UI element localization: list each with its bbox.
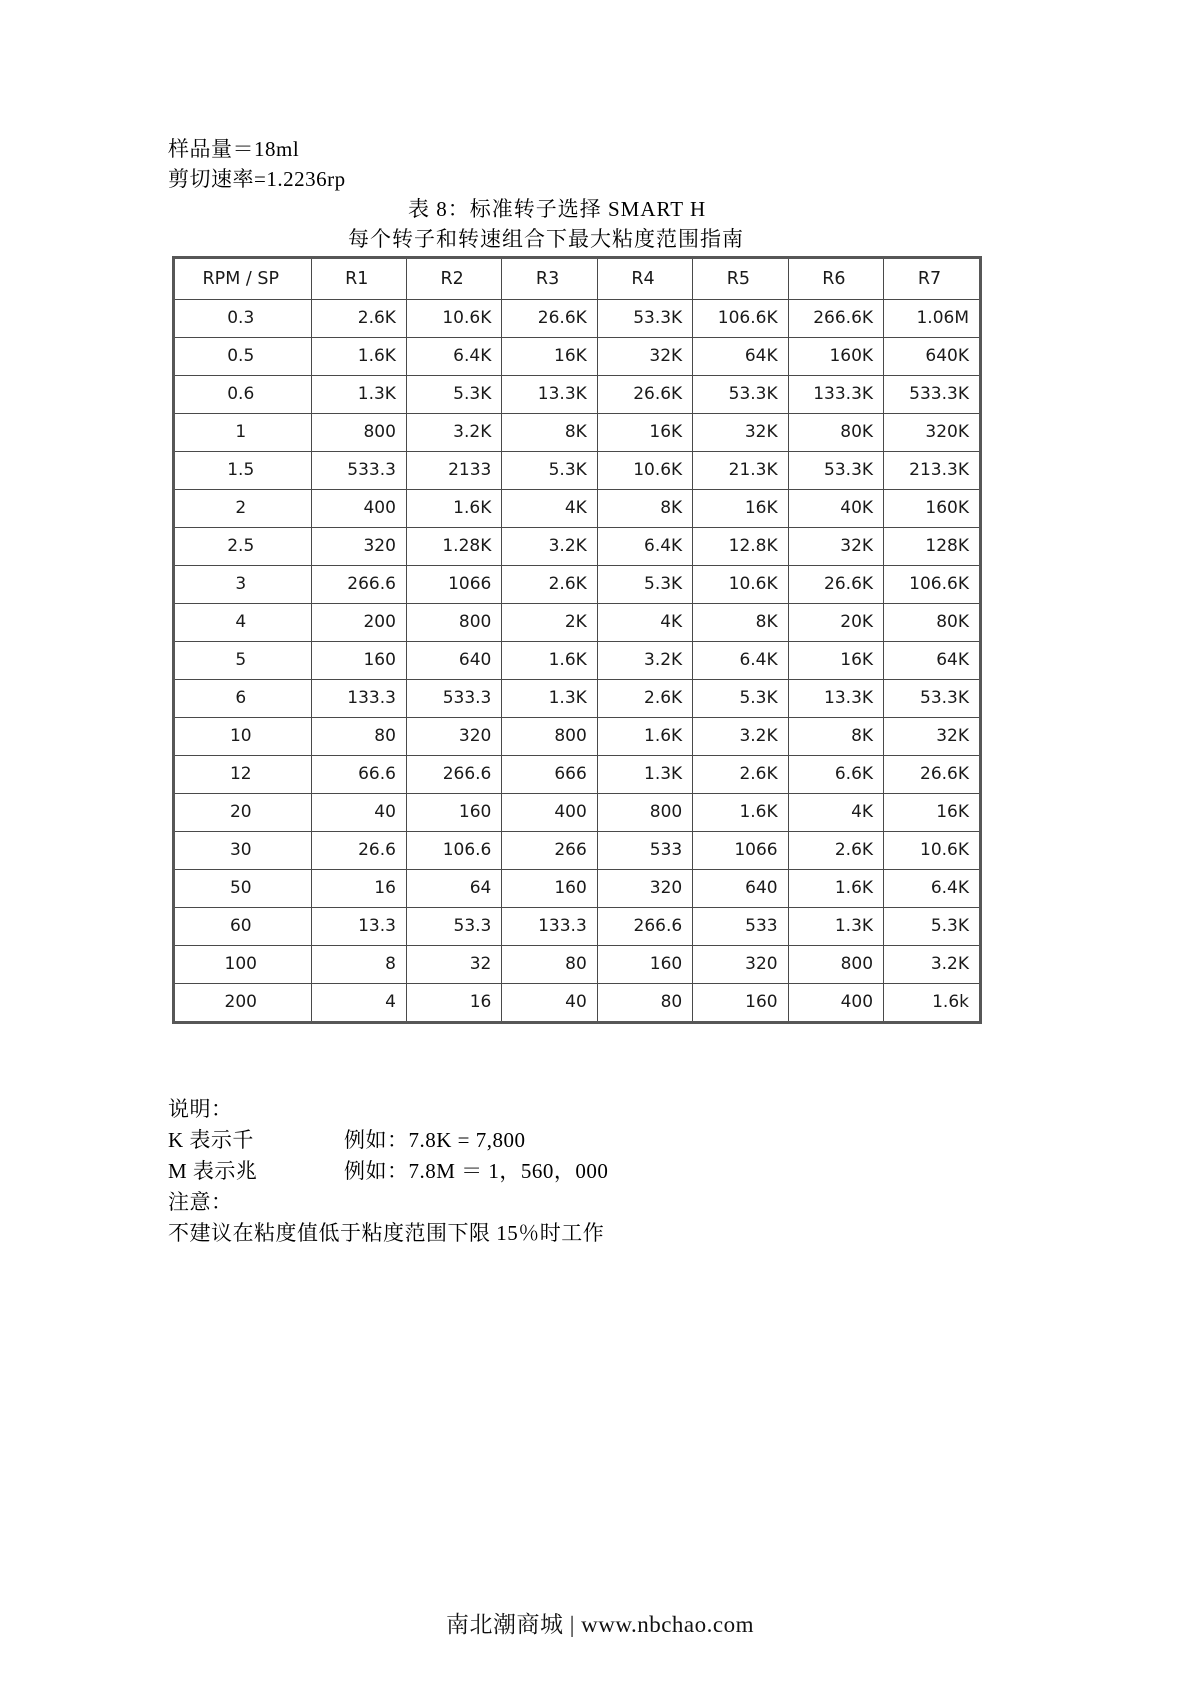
cell-viscosity: 533.3K — [884, 375, 979, 413]
cell-rpm: 50 — [175, 869, 311, 907]
table-row — [175, 869, 979, 907]
cell-viscosity: 160K — [884, 489, 979, 527]
table-row — [175, 413, 979, 451]
cell-viscosity: 128K — [884, 527, 979, 565]
cell-viscosity: 1066 — [406, 565, 501, 603]
cell-viscosity: 266.6 — [311, 565, 406, 603]
cell-viscosity: 10.6K — [693, 565, 788, 603]
cell-viscosity: 40K — [788, 489, 883, 527]
table-row — [175, 375, 979, 413]
cell-viscosity: 80 — [311, 717, 406, 755]
cell-rpm: 12 — [175, 755, 311, 793]
cell-viscosity: 53.3K — [693, 375, 788, 413]
cell-rpm: 10 — [175, 717, 311, 755]
cell-viscosity: 3.2K — [597, 641, 692, 679]
cell-viscosity: 266.6 — [406, 755, 501, 793]
table-caption-line1: 表 8：标准转子选择 SMART H — [408, 197, 707, 221]
cell-viscosity: 133.3K — [788, 375, 883, 413]
cell-viscosity: 400 — [311, 489, 406, 527]
cell-rpm: 20 — [175, 793, 311, 831]
attention-text: 不建议在粘度值低于粘度范围下限 15％时工作 — [168, 1221, 605, 1245]
cell-viscosity: 64K — [693, 337, 788, 375]
cell-viscosity: 133.3 — [311, 679, 406, 717]
cell-rpm: 1.5 — [175, 451, 311, 489]
cell-viscosity: 800 — [597, 793, 692, 831]
shear-rate-line: 剪切速率=1.2236rp — [168, 167, 346, 191]
cell-viscosity: 800 — [788, 945, 883, 983]
note-m-example: 例如：7.8M ＝ 1，560，000 — [344, 1159, 609, 1183]
cell-viscosity: 800 — [502, 717, 597, 755]
notes-heading: 说明： — [168, 1097, 233, 1121]
cell-viscosity: 16K — [502, 337, 597, 375]
attention-heading: 注意： — [168, 1190, 233, 1214]
cell-viscosity: 3.2K — [884, 945, 979, 983]
column-header-r6: R6 — [788, 259, 883, 299]
cell-viscosity: 3.2K — [693, 717, 788, 755]
cell-viscosity: 8K — [693, 603, 788, 641]
cell-viscosity: 160 — [406, 793, 501, 831]
cell-viscosity: 266.6K — [788, 299, 883, 337]
cell-viscosity: 2.6K — [502, 565, 597, 603]
cell-viscosity: 16K — [693, 489, 788, 527]
cell-viscosity: 666 — [502, 755, 597, 793]
cell-rpm: 200 — [175, 983, 311, 1021]
cell-viscosity: 80 — [597, 983, 692, 1021]
cell-viscosity: 1.28K — [406, 527, 501, 565]
cell-viscosity: 32K — [788, 527, 883, 565]
cell-viscosity: 16 — [406, 983, 501, 1021]
column-header-r1: R1 — [311, 259, 406, 299]
cell-viscosity: 1.3K — [788, 907, 883, 945]
table-row — [175, 717, 979, 755]
cell-rpm: 1 — [175, 413, 311, 451]
cell-viscosity: 1.3K — [502, 679, 597, 717]
cell-viscosity: 1.3K — [311, 375, 406, 413]
cell-viscosity: 10.6K — [884, 831, 979, 869]
table-row — [175, 603, 979, 641]
cell-viscosity: 640 — [693, 869, 788, 907]
table-row — [175, 983, 979, 1021]
cell-viscosity: 533 — [693, 907, 788, 945]
note-row-k — [168, 1125, 908, 1156]
cell-viscosity: 1.6K — [693, 793, 788, 831]
cell-viscosity: 640 — [406, 641, 501, 679]
cell-viscosity: 5.3K — [884, 907, 979, 945]
cell-rpm: 5 — [175, 641, 311, 679]
cell-viscosity: 21.3K — [693, 451, 788, 489]
cell-viscosity: 2133 — [406, 451, 501, 489]
cell-viscosity: 12.8K — [693, 527, 788, 565]
cell-viscosity: 32K — [597, 337, 692, 375]
table-header — [175, 259, 979, 299]
cell-viscosity: 80K — [884, 603, 979, 641]
cell-viscosity: 5.3K — [597, 565, 692, 603]
cell-viscosity: 2.6K — [597, 679, 692, 717]
cell-viscosity: 13.3 — [311, 907, 406, 945]
cell-viscosity: 80K — [788, 413, 883, 451]
cell-viscosity: 5.3K — [502, 451, 597, 489]
cell-viscosity: 160 — [311, 641, 406, 679]
cell-rpm: 100 — [175, 945, 311, 983]
cell-viscosity: 32K — [693, 413, 788, 451]
cell-viscosity: 3.2K — [406, 413, 501, 451]
cell-viscosity: 320 — [597, 869, 692, 907]
table-caption-line2: 每个转子和转速组合下最大粘度范围指南 — [348, 227, 744, 251]
cell-viscosity: 640K — [884, 337, 979, 375]
cell-viscosity: 160 — [597, 945, 692, 983]
cell-viscosity: 26.6K — [597, 375, 692, 413]
cell-viscosity: 1.6K — [406, 489, 501, 527]
cell-viscosity: 16 — [311, 869, 406, 907]
cell-viscosity: 2.6K — [788, 831, 883, 869]
cell-viscosity: 32K — [884, 717, 979, 755]
cell-viscosity: 533 — [597, 831, 692, 869]
cell-viscosity: 40 — [502, 983, 597, 1021]
cell-viscosity: 6.4K — [693, 641, 788, 679]
cell-viscosity: 800 — [406, 603, 501, 641]
note-row-m — [168, 1156, 908, 1187]
table-row — [175, 565, 979, 603]
cell-viscosity: 1.6K — [597, 717, 692, 755]
cell-viscosity: 4K — [788, 793, 883, 831]
cell-viscosity: 26.6K — [502, 299, 597, 337]
cell-viscosity: 1066 — [693, 831, 788, 869]
cell-rpm: 30 — [175, 831, 311, 869]
cell-viscosity: 6.4K — [406, 337, 501, 375]
cell-viscosity: 533.3 — [311, 451, 406, 489]
cell-viscosity: 1.6K — [502, 641, 597, 679]
cell-viscosity: 160K — [788, 337, 883, 375]
cell-viscosity: 53.3 — [406, 907, 501, 945]
cell-viscosity: 1.6k — [884, 983, 979, 1021]
cell-viscosity: 1.06M — [884, 299, 979, 337]
cell-rpm: 60 — [175, 907, 311, 945]
cell-viscosity: 32 — [406, 945, 501, 983]
cell-viscosity: 64K — [884, 641, 979, 679]
table-row — [175, 527, 979, 565]
cell-viscosity: 5.3K — [693, 679, 788, 717]
cell-viscosity: 13.3K — [788, 679, 883, 717]
cell-viscosity: 320 — [693, 945, 788, 983]
cell-viscosity: 2K — [502, 603, 597, 641]
cell-viscosity: 26.6K — [884, 755, 979, 793]
cell-viscosity: 800 — [311, 413, 406, 451]
column-header-r2: R2 — [406, 259, 501, 299]
cell-viscosity: 320 — [406, 717, 501, 755]
cell-rpm: 2.5 — [175, 527, 311, 565]
cell-rpm: 2 — [175, 489, 311, 527]
cell-viscosity: 10.6K — [406, 299, 501, 337]
table-header-row — [175, 259, 979, 299]
cell-viscosity: 200 — [311, 603, 406, 641]
cell-viscosity: 4 — [311, 983, 406, 1021]
note-k-example: 例如：7.8K = 7,800 — [344, 1128, 526, 1152]
cell-viscosity: 6.4K — [597, 527, 692, 565]
column-header-r7: R7 — [884, 259, 979, 299]
cell-viscosity: 266 — [502, 831, 597, 869]
cell-viscosity: 6.6K — [788, 755, 883, 793]
table-row — [175, 451, 979, 489]
cell-rpm: 0.6 — [175, 375, 311, 413]
table-row — [175, 337, 979, 375]
cell-rpm: 0.5 — [175, 337, 311, 375]
column-header-rpm-sp: RPM / SP — [175, 259, 311, 299]
table-row — [175, 831, 979, 869]
cell-viscosity: 160 — [693, 983, 788, 1021]
cell-viscosity: 64 — [406, 869, 501, 907]
note-m-label: M 表示兆 — [168, 1159, 258, 1183]
column-header-r3: R3 — [502, 259, 597, 299]
cell-viscosity: 53.3K — [884, 679, 979, 717]
cell-viscosity: 10.6K — [597, 451, 692, 489]
cell-rpm: 0.3 — [175, 299, 311, 337]
cell-viscosity: 8 — [311, 945, 406, 983]
table-row — [175, 907, 979, 945]
cell-viscosity: 1.6K — [788, 869, 883, 907]
cell-viscosity: 3.2K — [502, 527, 597, 565]
cell-viscosity: 26.6 — [311, 831, 406, 869]
cell-viscosity: 16K — [884, 793, 979, 831]
cell-viscosity: 533.3 — [406, 679, 501, 717]
cell-viscosity: 53.3K — [788, 451, 883, 489]
cell-viscosity: 1.3K — [597, 755, 692, 793]
cell-viscosity: 5.3K — [406, 375, 501, 413]
cell-viscosity: 16K — [788, 641, 883, 679]
cell-viscosity: 4K — [502, 489, 597, 527]
cell-viscosity: 133.3 — [502, 907, 597, 945]
sample-volume-line: 样品量＝18ml — [168, 137, 300, 161]
cell-rpm: 6 — [175, 679, 311, 717]
cell-viscosity: 53.3K — [597, 299, 692, 337]
table-row — [175, 755, 979, 793]
cell-viscosity: 106.6K — [693, 299, 788, 337]
cell-viscosity: 400 — [788, 983, 883, 1021]
cell-rpm: 3 — [175, 565, 311, 603]
cell-viscosity: 266.6 — [597, 907, 692, 945]
cell-viscosity: 8K — [502, 413, 597, 451]
cell-viscosity: 8K — [788, 717, 883, 755]
cell-viscosity: 400 — [502, 793, 597, 831]
cell-viscosity: 320K — [884, 413, 979, 451]
cell-viscosity: 160 — [502, 869, 597, 907]
cell-viscosity: 213.3K — [884, 451, 979, 489]
cell-viscosity: 1.6K — [311, 337, 406, 375]
cell-viscosity: 2.6K — [311, 299, 406, 337]
cell-viscosity: 80 — [502, 945, 597, 983]
cell-viscosity: 13.3K — [502, 375, 597, 413]
table-row — [175, 299, 979, 337]
rotor-selection-table — [172, 256, 982, 1024]
table-row — [175, 793, 979, 831]
cell-viscosity: 6.4K — [884, 869, 979, 907]
footer-watermark: 南北潮商城 | www.nbchao.com — [446, 1612, 754, 1637]
cell-viscosity: 4K — [597, 603, 692, 641]
cell-viscosity: 16K — [597, 413, 692, 451]
cell-viscosity: 8K — [597, 489, 692, 527]
cell-viscosity: 106.6K — [884, 565, 979, 603]
table-row — [175, 679, 979, 717]
cell-viscosity: 40 — [311, 793, 406, 831]
cell-viscosity: 2.6K — [693, 755, 788, 793]
cell-viscosity: 66.6 — [311, 755, 406, 793]
table-body — [175, 299, 979, 1021]
table-row — [175, 945, 979, 983]
cell-viscosity: 26.6K — [788, 565, 883, 603]
note-k-label: K 表示千 — [168, 1128, 254, 1152]
column-header-r5: R5 — [693, 259, 788, 299]
cell-viscosity: 320 — [311, 527, 406, 565]
notes-block — [168, 1094, 908, 1249]
cell-viscosity: 106.6 — [406, 831, 501, 869]
table-row — [175, 641, 979, 679]
column-header-r4: R4 — [597, 259, 692, 299]
cell-viscosity: 20K — [788, 603, 883, 641]
cell-rpm: 4 — [175, 603, 311, 641]
table-row — [175, 489, 979, 527]
